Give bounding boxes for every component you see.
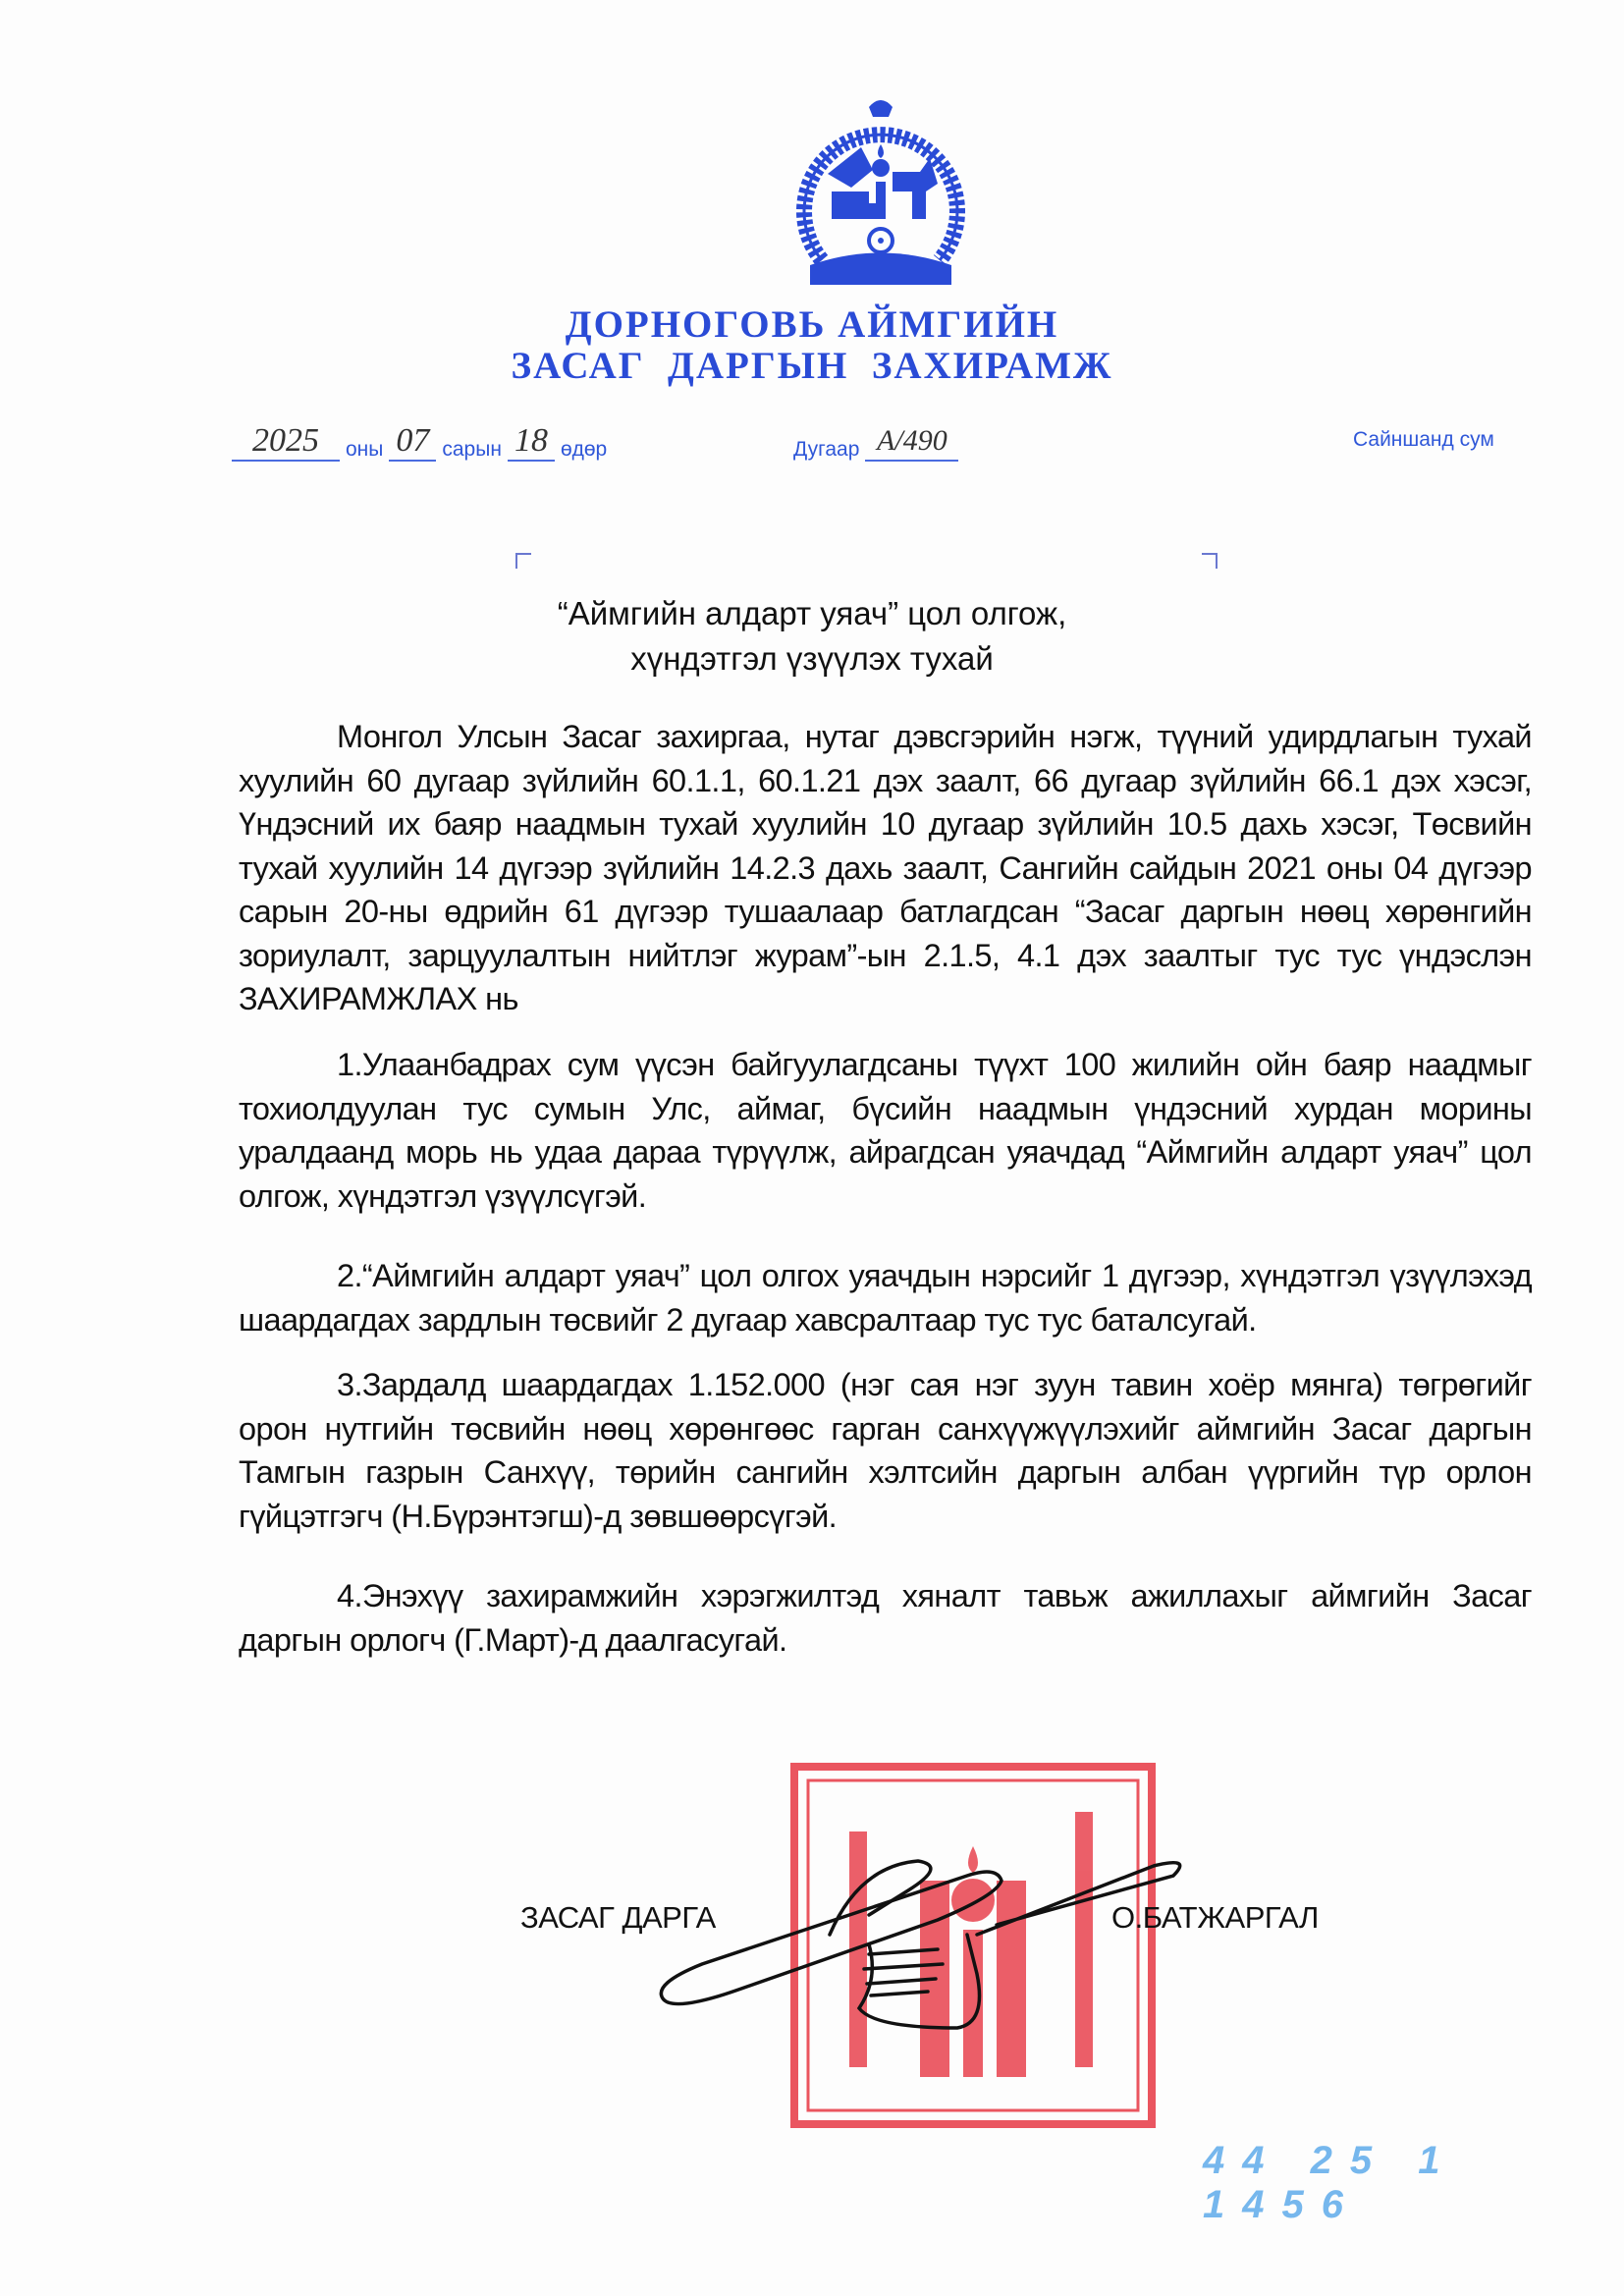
location: Сайншанд сум (1353, 428, 1494, 451)
date-year: 2025 (232, 422, 340, 462)
item-3-text: 3.Зардалд шаардагдах 1.152.000 (нэг сая нэг зуун тавин хоёр мянга) төгрөгийг орон нутгийн төсвийн нөөц хөрөнгөөс гарган санхүүжүүлэхийг аймгийн Засаг даргын Тамгын газрын Санхүү, төрийн сангийн хэлтсийн даргын албан үүргийн түр орлон гүйцэтгэгч (Н.Бүрэнтэгш)-д зөвшөөрсүгэй. (239, 1367, 1532, 1534)
subject-line-2: хүндэтгэл үзүүлэх тухай (630, 640, 994, 677)
item-2 (239, 1254, 1532, 1341)
date-field (232, 422, 613, 471)
document-subject (0, 591, 1624, 682)
subject-line-1: “Аймгийн алдарт уяач” цол олгож, (557, 595, 1067, 631)
document-number-field (793, 422, 958, 471)
corner-mark-right (1202, 553, 1218, 569)
letterhead-title (0, 304, 1624, 387)
item-3 (239, 1363, 1532, 1538)
signatory-title: ЗАСАГ ДАРГА (520, 1900, 716, 1935)
preamble (239, 715, 1532, 1021)
letterhead-line-2: ЗАСАГ ДАРГЫН ЗАХИРАМЖ (511, 345, 1113, 387)
state-emblem-icon (783, 93, 979, 285)
corner-mark-left (515, 553, 531, 569)
signatory-name: О.БАТЖАРГАЛ (1111, 1900, 1319, 1935)
item-4-text: 4.Энэхүү захирамжийн хэрэгжилтэд хяналт тавьж ажиллахыг аймгийн Засаг даргын орлогч (Г.Март)-д даалгасугай. (239, 1578, 1532, 1658)
number-label: Дугаар (793, 438, 860, 461)
item-1-text: 1.Улаанбадрах сум үүсэн байгуулагдсаны түүхт 100 жилийн ойн баяр наадмыг тохиолдуулан тус сумын Улс, аймаг, бүсийн наадмын үндэсний хурдан морины уралдаанд морь нь удаа дараа түрүүлж, айрагдсан уяачдад “Аймгийн алдарт уяач” цол олгож, хүндэтгэл үзүүлсүгэй. (239, 1047, 1532, 1214)
date-month: 07 (389, 422, 436, 462)
registration-stamp: 44 25 1 1456 (1203, 2139, 1458, 2226)
day-label: өдөр (560, 438, 608, 461)
item-4 (239, 1574, 1532, 1662)
item-2-text: 2.“Аймгийн алдарт уяач” цол олгох уяачдын нэрсийг 1 дүгээр, хүндэтгэл үзүүлэхэд шаардагдах зардлын төсвийг 2 дугаар хавсралтаар тус тус баталсугай. (239, 1258, 1532, 1338)
month-label: сарын (442, 438, 502, 461)
preamble-text: Монгол Улсын Засаг захиргаа, нутаг дэвсгэрийн нэгж, түүний удирдлагын тухай хуулийн 60 дугаар зүйлийн 60.1.1, 60.1.21 дэх заалт, 66 дугаар зүйлийн 66.1 дэх хэсэг, Үндэсний их баяр наадмын тухай хуулийн 10 дугаар зүйлийн 10.5 дахь хэсэг, Төсвийн тухай хуулийн 14 дүгээр зүйлийн 14.2.3 дахь заалт, Сангийн сайдын 2021 оны 04 дүгээр сарын 20-ны өдрийн 61 дүгээр тушаалаар батлагдсан “Засаг даргын нөөц хөрөнгийн зориулалт, зарцуулалтын нийтлэг журам”-ын 2.1.5, 4.1 дэх заалтыг тус тус үндэслэн ЗАХИРАМЖЛАХ нь (239, 719, 1532, 1016)
item-1 (239, 1043, 1532, 1218)
date-day: 18 (508, 422, 555, 462)
year-label: оны (346, 438, 384, 461)
document-number: А/490 (865, 422, 958, 462)
letterhead-line-1: ДОРНОГОВЬ АЙМГИЙН (565, 303, 1059, 346)
